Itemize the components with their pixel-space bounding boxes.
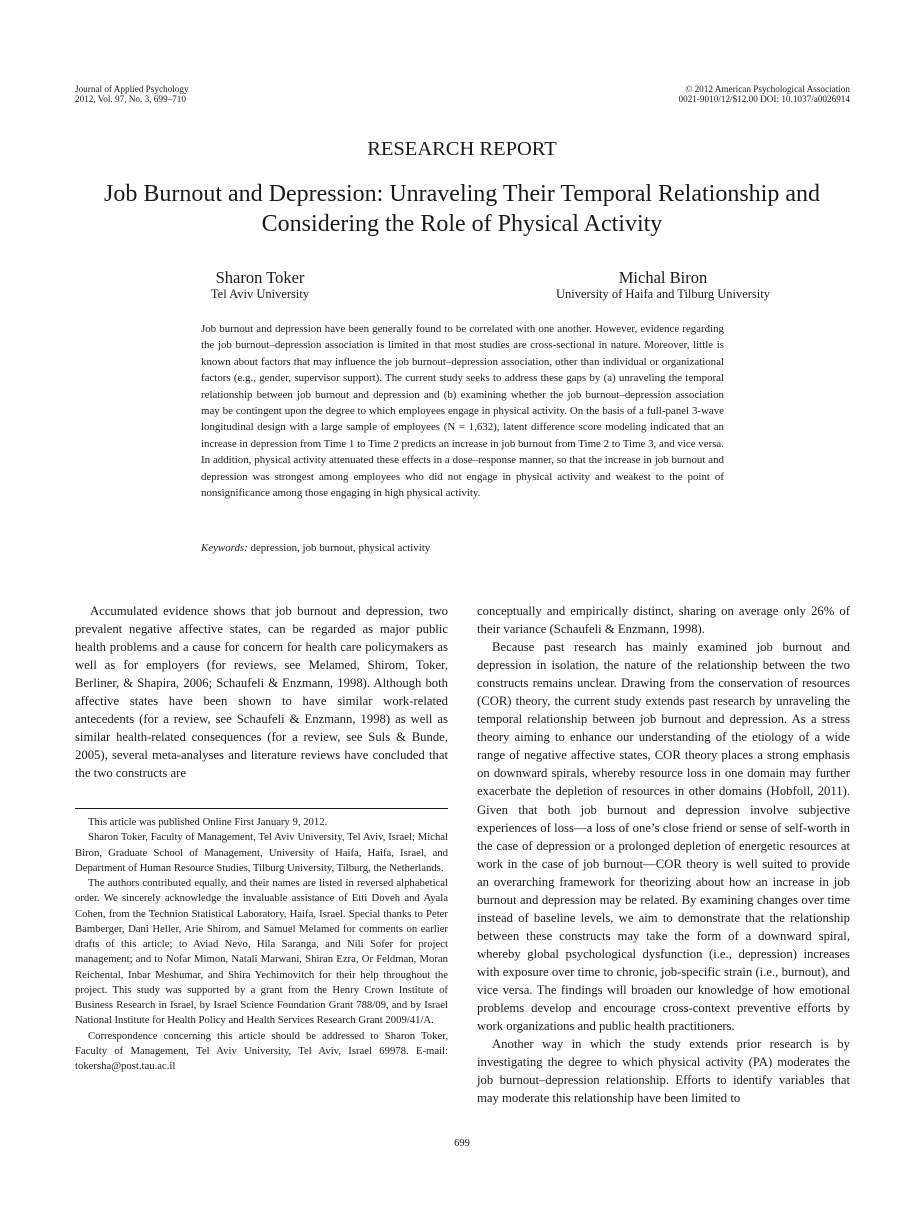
journal-name: Journal of Applied Psychology — [75, 84, 189, 94]
section-label: RESEARCH REPORT — [367, 138, 557, 160]
footnote: Sharon Toker, Faculty of Management, Tel Aviv University, Tel Aviv, Israel; Michal Biron, Graduate School of Management, University of Haifa, Haifa, Israel, and Department of Human Resource Studies, Tilburg University, Tilburg, the Netherlands. — [75, 831, 448, 874]
copyright-header — [679, 84, 851, 105]
abstract: Job burnout and depression have been generally found to be correlated with one another. However, evidence regarding the job burnout–depression association is limited in that most studies are cross-sectional in nature. Moreover, little is known about factors that may influence the job burnout–depression association, other than individual or organizational factors (e.g., gender, supervisor support). The current study seeks to address these gaps by (a) unraveling the temporal relationship between job burnout and depression and (b) examining whether the job burnout–depression association may be contingent upon the degree to which employees engage in physical activity. On the basis of a full-panel 3-wave longitudinal design with a large sample of employees (N = 1,632), latent difference score modeling indicated that an increase in depression from Time 1 to Time 2 predicts an increase in job burnout from Time 2 to Time 3, and vice versa. In addition, physical activity attenuated these effects in a dose–response manner, so that the increase in job burnout and depression was strongest among employees who did not engage in physical activity and weakest to the point of nonsignificance among those engaging in high physical activity. — [201, 323, 724, 500]
body-paragraph: Another way in which the study extends prior research is by investigating the degree to which physical activity (PA) moderates the job burnout–depression relationship. Efforts to identify variables that may moderate this relationship have been limited to — [477, 1037, 850, 1106]
footnote-divider — [75, 808, 448, 809]
doi-line: 0021-9010/12/$12.00 DOI: 10.1037/a0026914 — [678, 94, 850, 105]
author-name: Sharon Toker — [215, 268, 305, 287]
body-paragraph: conceptually and empirically distinct, sharing on average only 26% of their variance (Schaufeli & Enzmann, 1998). — [477, 604, 850, 637]
page-number: 699 — [454, 1138, 470, 1149]
author-name: Michal Biron — [618, 268, 708, 287]
author-affiliation: University of Haifa and Tilburg University — [556, 287, 770, 301]
author-block-2 — [513, 268, 813, 302]
keywords-text: depression, job burnout, physical activity — [250, 542, 431, 554]
footnote: Correspondence concerning this article should be addressed to Sharon Toker, Faculty of Management, Tel Aviv University, Tel Aviv, Israel 69978. E-mail: tokersha@post.tau.ac.il — [75, 1029, 448, 1072]
article-title — [60, 179, 864, 239]
keywords-label: Keywords: — [201, 542, 248, 554]
body-paragraph: Accumulated evidence shows that job burnout and depression, two prevalent negative affective states, can be regarded as major public health problems and a cause for concern for health care policymakers as well as for employers (for reviews, see Melamed, Shirom, Toker, Berliner, & Shapira, 2006; Schaufeli & Enzmann, 1998). Although both affective states have been shown to have similar work-related antecedents (for a review, see Schaufeli & Enzmann, 1998) as well as similar health-related consequences (for a review, see Suls & Bunde, 2005), several meta-analyses and literature reviews have concluded that the two constructs are — [75, 604, 448, 781]
title-line-2: Considering the Role of Physical Activity — [261, 211, 663, 237]
keywords — [201, 540, 724, 556]
journal-header — [75, 84, 189, 105]
body-paragraph: Because past research has mainly examined job burnout and depression in isolation, the nature of the relationship between the two constructs remains unclear. Drawing from the conservation of resources (COR) theory, the current study extends past research by unraveling the temporal relationship between job burnout and depression. As a stress theory aiming to enhance our understanding of the etiology of a wide range of negative affective states, COR theory places a strong emphasis on downward spirals, whereby resource loss in one domain may further exacerbate the depletion of resources in other domains (Hobfoll, 2011). Given that both job burnout and depression involve subjective experiences of loss—a loss of one’s close friend or sense of self-worth in the case of depression or a prolonged depletion of energetic resources at work in the case of job burnout—COR theory is well suited to provide an overarching framework for theorizing about how an increase in job burnout and depression may be related. By examining changes over time instead of baseline levels, we aim to demonstrate that the relationship between these constructs may take the form of a downward spiral, whereby global psychological dysfunction (i.e., depression) increases with exposure over time to chronic, job-specific strain (i.e., burnout), and vice versa. The findings will broaden our knowledge of how emotional problems develop and encourage cross-context preventive efforts by work organizations and public health practitioners. — [477, 640, 850, 1034]
author-affiliation: Tel Aviv University — [210, 287, 310, 301]
body-column-left — [75, 602, 448, 782]
footnotes — [75, 815, 448, 1074]
journal-volume: 2012, Vol. 97, No. 3, 699–710 — [75, 94, 186, 105]
title-line-1: Job Burnout and Depression: Unraveling Their Temporal Relationship and — [104, 181, 820, 207]
copyright-notice: © 2012 American Psychological Association — [685, 84, 850, 94]
footnote: This article was published Online First January 9, 2012. — [88, 816, 328, 828]
footnote: The authors contributed equally, and their names are listed in reversed alphabetical order. We sincerely acknowledge the invaluable assistance of Etti Doveh and Ayala Cohen, from the Technion Statistical Laboratory, Haifa, Israel. Special thanks to Peter Bamberger, Dani Heller, Arie Shirom, and Samuel Melamed for comments on earlier drafts of this article; to Aviad Nevo, Hila Saranga, and Nili Sofer for project management; and to Nofar Mimon, Natali Marwani, Shiran Ezra, Or Feldman, Moran Reichental, Inbar Meshumar, and Shira Yechimovitch for their help throughout the project. This study was supported by a grant from the Henry Crown Institute of Business Research in Israel, by Israel Science Foundation Grant 788/09, and by Israel National Institute for Health Policy and Health Services Research Grant 2009/41/A. — [75, 877, 448, 1027]
body-column-right — [477, 602, 850, 1107]
author-block-1 — [160, 268, 360, 302]
